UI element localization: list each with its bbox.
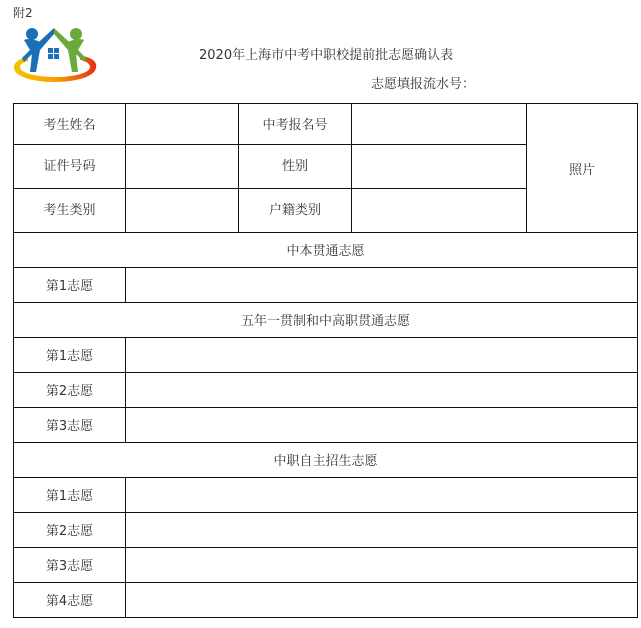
serial-number-label: 志愿填报流水号： (371, 77, 476, 92)
choice-label: 第2志愿 (14, 513, 126, 548)
name-label: 考生姓名 (14, 104, 126, 145)
page-title: 2020年上海市中考中职校提前批志愿确认表 (199, 48, 454, 63)
choice-label: 第4志愿 (14, 583, 126, 618)
gender-field[interactable] (352, 145, 527, 189)
choice-label: 第1志愿 (14, 268, 126, 303)
choice-field[interactable] (126, 373, 638, 408)
section-title-secondary-undergraduate: 中本贯通志愿 (14, 233, 638, 268)
photo-cell[interactable]: 照片 (527, 104, 638, 233)
choice-label: 第3志愿 (14, 548, 126, 583)
choice-field[interactable] (126, 478, 638, 513)
exam-registration-number-label: 中考报名号 (239, 104, 352, 145)
choice-label: 第3志愿 (14, 408, 126, 443)
choice-field[interactable] (126, 583, 638, 618)
attachment-label: 附2 (13, 6, 33, 20)
choice-field[interactable] (126, 548, 638, 583)
gender-label: 性别 (239, 145, 352, 189)
choice-label: 第1志愿 (14, 338, 126, 373)
choice-field[interactable] (126, 513, 638, 548)
section-title-five-year-vocational: 五年一贯制和中高职贯通志愿 (14, 303, 638, 338)
section-title-independent-enrollment: 中职自主招生志愿 (14, 443, 638, 478)
choice-field[interactable] (126, 408, 638, 443)
household-registration-field[interactable] (352, 189, 527, 233)
house-with-people-logo-icon (10, 22, 98, 84)
candidate-category-field[interactable] (126, 189, 239, 233)
id-number-label: 证件号码 (14, 145, 126, 189)
name-field[interactable] (126, 104, 239, 145)
choice-field[interactable] (126, 338, 638, 373)
household-registration-label: 户籍类别 (239, 189, 352, 233)
choice-field[interactable] (126, 268, 638, 303)
choice-label: 第1志愿 (14, 478, 126, 513)
choice-label: 第2志愿 (14, 373, 126, 408)
volunteer-confirmation-table (13, 103, 638, 618)
exam-registration-number-field[interactable] (352, 104, 527, 145)
candidate-category-label: 考生类别 (14, 189, 126, 233)
id-number-field[interactable] (126, 145, 239, 189)
